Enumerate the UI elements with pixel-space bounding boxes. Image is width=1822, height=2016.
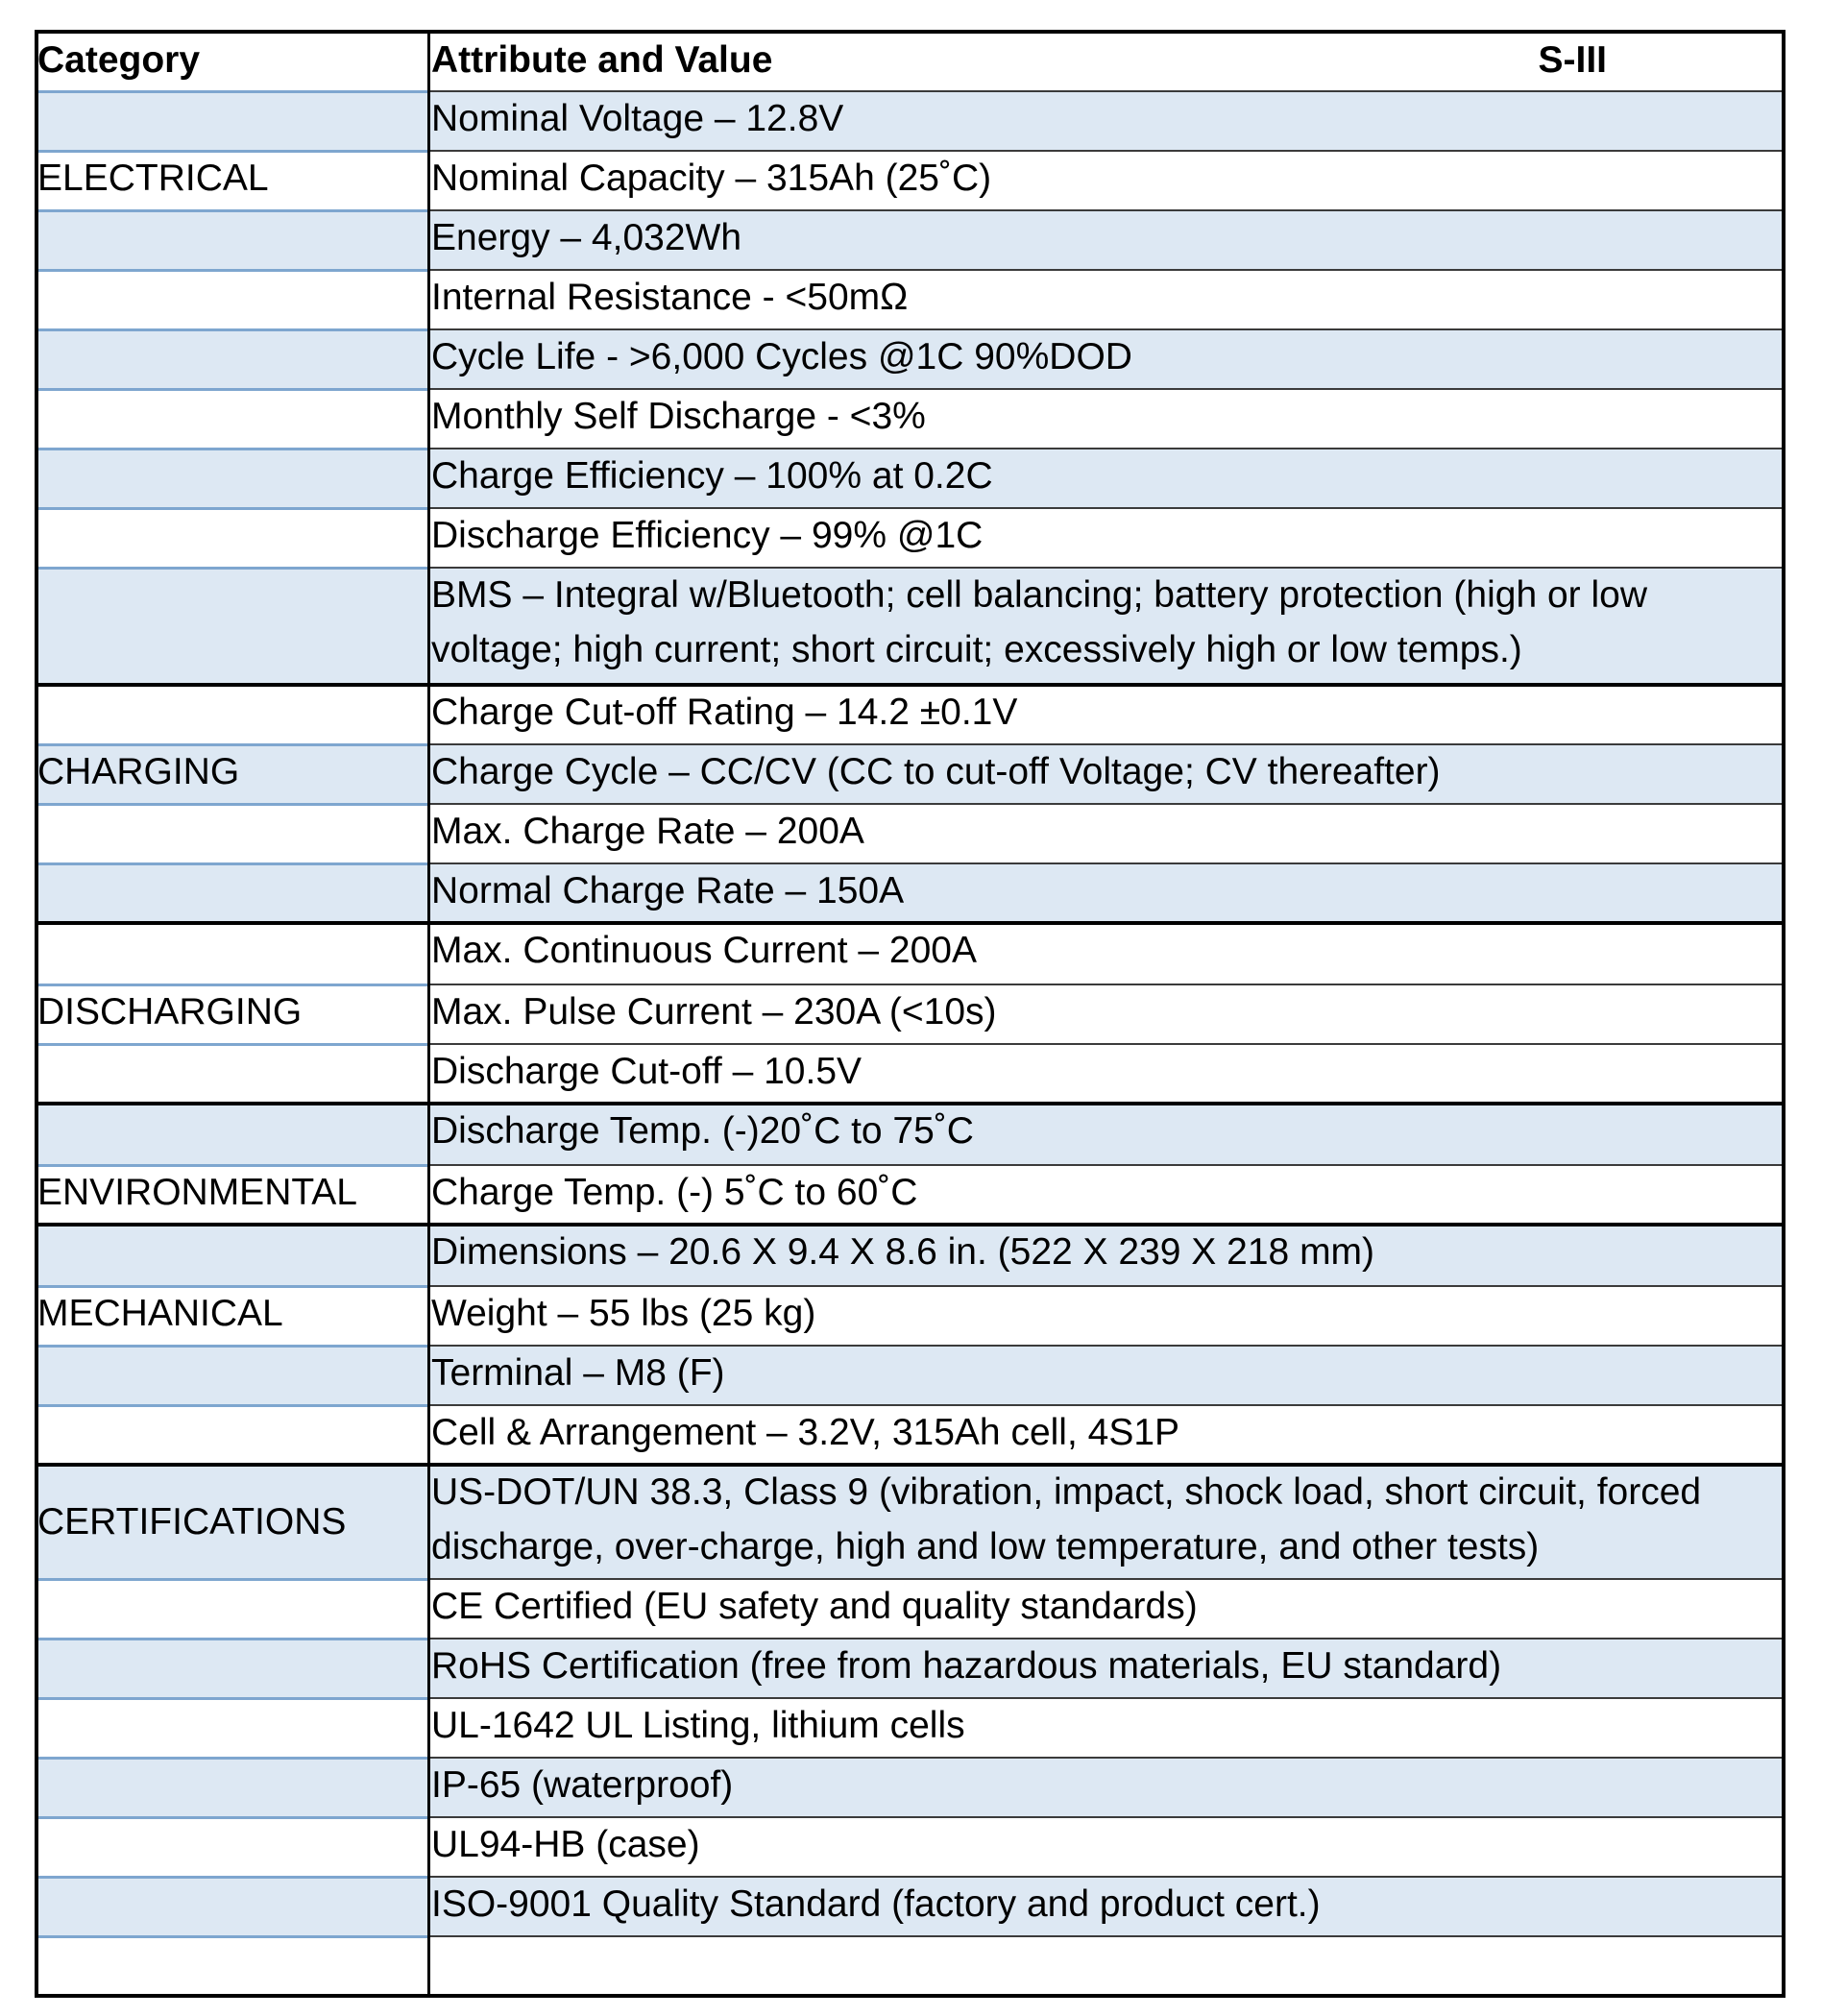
category-cell: CERTIFICATIONS: [35, 1465, 428, 1579]
value-cell: Weight – 55 lbs (25 kg): [431, 1293, 816, 1334]
value-cell: Max. Continuous Current – 200A: [431, 930, 977, 971]
value-cell: Charge Efficiency – 100% at 0.2C: [428, 449, 1786, 508]
category-cell: ENVIRONMENTAL: [37, 1172, 357, 1213]
value-cell: UL-1642 UL Listing, lithium cells: [431, 1705, 965, 1746]
value-cell: IP-65 (waterproof): [428, 1758, 1786, 1817]
value-cell: Charge Cycle – CC/CV (CC to cut-off Voltage; CV thereafter): [428, 744, 1786, 804]
value-cell: RoHS Certification (free from hazardous materials, EU standard): [428, 1639, 1786, 1698]
value-cell: Terminal – M8 (F): [428, 1346, 1786, 1405]
header-attribute: Attribute and Value S-III: [428, 30, 1786, 91]
value-cell: UL94-HB (case): [431, 1824, 700, 1865]
value-cell: Dimensions – 20.6 X 9.4 X 8.6 in. (522 X 239 X 218 mm): [428, 1225, 1786, 1286]
value-cell: Discharge Efficiency – 99% @1C: [431, 515, 984, 556]
value-cell: BMS – Integral w/Bluetooth; cell balancing; battery protection (high or low voltage; high current; short circuit; excessively high or low temps.): [428, 568, 1786, 685]
value-cell: Normal Charge Rate – 150A: [428, 863, 1786, 923]
header-model: S-III: [1538, 39, 1607, 81]
value-cell: Charge Cut-off Rating – 14.2 ±0.1V: [431, 692, 1018, 733]
category-cell: DISCHARGING: [37, 991, 303, 1032]
value-cell: Monthly Self Discharge - <3%: [431, 396, 926, 437]
value-cell: Max. Charge Rate – 200A: [431, 811, 864, 852]
value-cell: CE Certified (EU safety and quality standards): [431, 1586, 1198, 1627]
value-cell: Cycle Life - >6,000 Cycles @1C 90%DOD: [428, 329, 1786, 389]
category-cell: CHARGING: [35, 744, 428, 804]
value-cell: Discharge Temp. (-)20˚C to 75˚C: [428, 1104, 1786, 1165]
value-cell: Discharge Cut-off – 10.5V: [431, 1051, 862, 1092]
table-border: [35, 30, 1786, 1998]
value-cell: Nominal Capacity – 315Ah (25˚C): [431, 158, 992, 199]
value-cell: Energy – 4,032Wh: [428, 210, 1786, 270]
value-cell: Nominal Voltage – 12.8V: [428, 91, 1786, 151]
header-category: Category: [37, 39, 201, 81]
value-cell: US-DOT/UN 38.3, Class 9 (vibration, impact, shock load, short circuit, forced discharge, over-charge, high and low temperature, and other tests): [428, 1465, 1786, 1579]
value-cell: Max. Pulse Current – 230A (<10s): [431, 991, 997, 1032]
category-cell: ELECTRICAL: [37, 158, 269, 199]
value-cell: Cell & Arrangement – 3.2V, 315Ah cell, 4S1P: [431, 1412, 1180, 1453]
value-cell: Charge Temp. (-) 5˚C to 60˚C: [431, 1172, 918, 1213]
category-cell: MECHANICAL: [37, 1293, 283, 1334]
value-cell: Internal Resistance - <50mΩ: [431, 277, 909, 318]
value-cell: ISO-9001 Quality Standard (factory and product cert.): [428, 1877, 1786, 1936]
spec-table: [35, 30, 1786, 1998]
